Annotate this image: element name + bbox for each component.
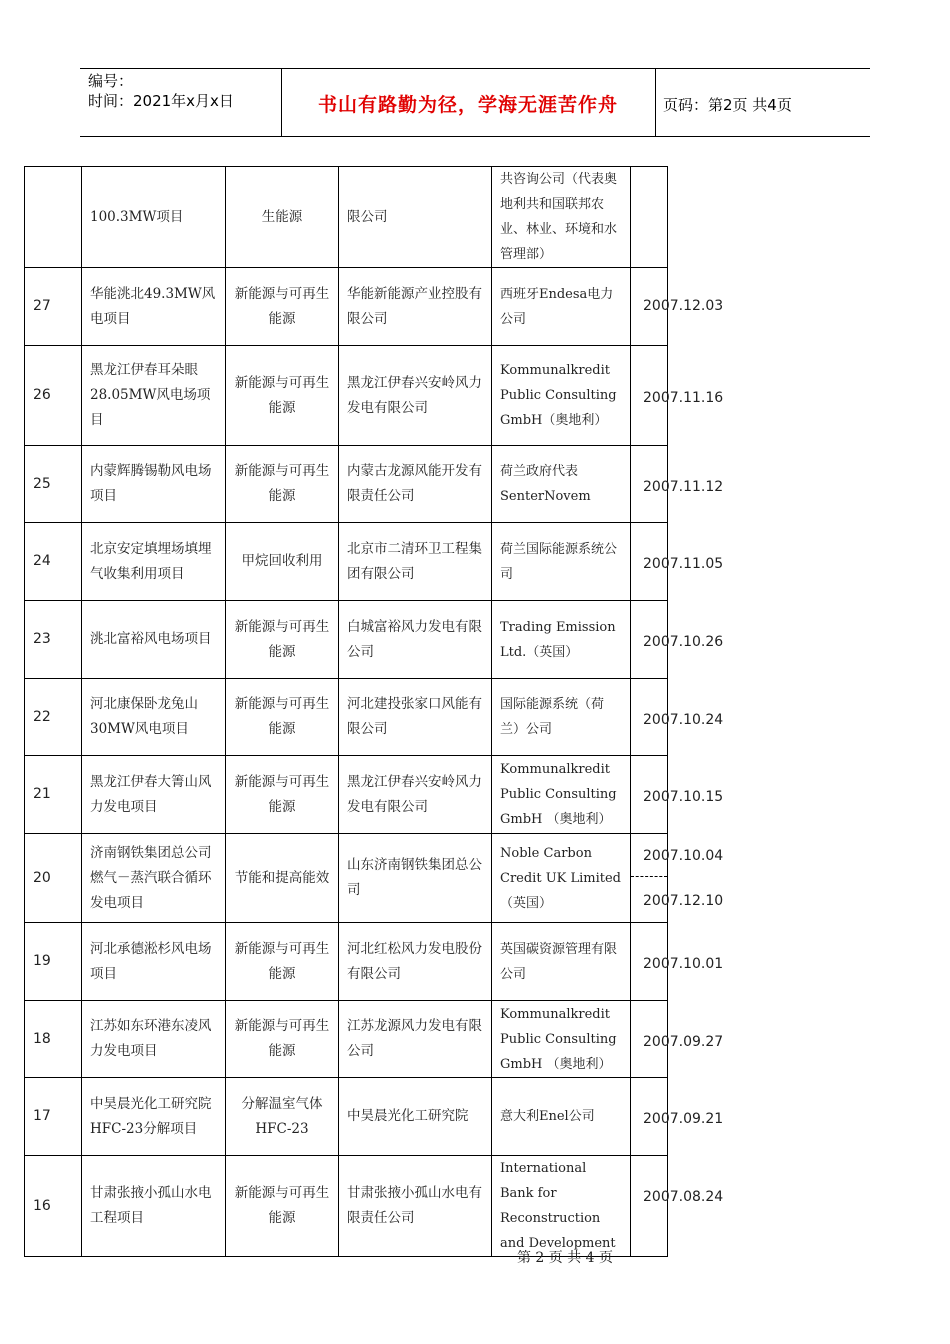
row-number-cell: 25 [25,446,82,523]
buyer-cell: 共咨询公司（代表奥地利共和国联邦农业、林业、环境和水管理部） [492,167,631,268]
buyer-cell: 西班牙Endesa电力公司 [492,268,631,346]
approval-date-cell [631,167,668,268]
table-row [25,1001,668,1078]
buyer-cell: International Bank for Reconstruction and Development [492,1156,631,1257]
document-number-label: 编号： [88,72,134,90]
document-time-label: 时间：2021年x月x日 [88,92,234,110]
project-name-cell: 济南钢铁集团总公司燃气－蒸汽联合循环发电项目 [82,834,226,923]
approval-date: 2007.08.24 [643,1189,724,1205]
row-number-cell: 21 [25,756,82,834]
table-row [25,1156,668,1257]
header-motto: 书山有路勤为径，学海无涯苦作舟 [317,94,618,116]
project-table-body [25,167,724,1257]
approval-date-cell [631,268,724,346]
approval-date-cell [631,679,724,756]
project-name-cell: 河北康保卧龙兔山30MW风电项目 [82,679,226,756]
project-name-cell: 北京安定填埋场填埋气收集利用项目 [82,523,226,601]
project-name-cell: 华能洮北49.3MW风电项目 [82,268,226,346]
approval-date: 2007.10.26 [643,634,724,650]
category-cell: 新能源与可再生能源 [226,679,339,756]
category-cell: 新能源与可再生能源 [226,923,339,1001]
row-number-cell: 20 [25,834,82,923]
project-name-cell: 黑龙江伊春大箐山风力发电项目 [82,756,226,834]
owner-cell: 河北红松风力发电股份有限公司 [339,923,492,1001]
buyer-cell: 意大利Enel公司 [492,1078,631,1156]
approval-date: 2007.12.03 [643,298,724,314]
buyer-cell: Kommunalkredit Public Consulting GmbH （奥地利） [492,756,631,834]
buyer-cell: 国际能源系统（荷兰）公司 [492,679,631,756]
table-row [25,446,668,523]
project-name-cell: 河北承德淞杉风电场项目 [82,923,226,1001]
row-number-cell: 19 [25,923,82,1001]
category-cell: 分解温室气体HFC-23 [226,1078,339,1156]
table-row [25,268,668,346]
approval-date: 2007.10.04 [643,848,724,864]
approval-date-cell [631,1156,724,1257]
owner-cell: 限公司 [339,167,492,268]
owner-cell: 北京市二清环卫工程集团有限公司 [339,523,492,601]
approval-date: 2007.12.10 [643,893,724,909]
owner-cell: 河北建投张家口风能有限公司 [339,679,492,756]
buyer-cell: 荷兰政府代表SenterNovem [492,446,631,523]
buyer-cell: Kommunalkredit Public Consulting GmbH（奥地利） [492,346,631,446]
owner-cell: 山东济南钢铁集团总公司 [339,834,492,923]
category-cell: 新能源与可再生能源 [226,446,339,523]
row-number-cell: 27 [25,268,82,346]
approval-date: 2007.10.24 [643,712,724,728]
project-name-cell: 中昊晨光化工研究院HFC-23分解项目 [82,1078,226,1156]
approval-date: 2007.11.12 [643,479,724,495]
buyer-cell: 英国碳资源管理有限公司 [492,923,631,1001]
approval-date: 2007.10.15 [643,789,724,805]
category-cell: 新能源与可再生能源 [226,1156,339,1257]
owner-cell: 内蒙古龙源风能开发有限责任公司 [339,446,492,523]
category-cell: 甲烷回收利用 [226,523,339,601]
project-name-cell: 江苏如东环港东凌风力发电项目 [82,1001,226,1078]
row-number-cell: 24 [25,523,82,601]
buyer-cell: 荷兰国际能源系统公司 [492,523,631,601]
table-row [25,756,668,834]
project-name-cell: 黑龙江伊春耳朵眼28.05MW风电场项目 [82,346,226,446]
project-name-cell: 内蒙辉腾锡勒风电场项目 [82,446,226,523]
table-row [25,346,668,446]
approval-date-cell [631,756,724,834]
approval-date-cell [631,601,724,679]
category-cell: 节能和提高能效 [226,834,339,923]
buyer-cell: Trading Emission Ltd.（英国） [492,601,631,679]
row-number-cell [25,167,82,268]
row-number-cell: 16 [25,1156,82,1257]
buyer-cell: Noble Carbon Credit UK Limited（英国） [492,834,631,923]
approval-date-cell [631,1001,724,1078]
owner-cell: 中昊晨光化工研究院 [339,1078,492,1156]
approval-date-cell [631,346,724,446]
approval-date-cell [631,523,724,601]
table-row [25,1078,668,1156]
project-name-cell: 100.3MW项目 [82,167,226,268]
owner-cell: 甘肃张掖小孤山水电有限责任公司 [339,1156,492,1257]
table-row [25,679,668,756]
category-cell: 新能源与可再生能源 [226,601,339,679]
row-number-cell: 23 [25,601,82,679]
header-page-info: 页码：第2页 共4页 [663,96,792,114]
header-meta [88,71,234,111]
date-separator [631,876,667,877]
approval-date: 2007.10.01 [643,956,724,972]
project-name-cell: 洮北富裕风电场项目 [82,601,226,679]
approval-date: 2007.09.21 [643,1111,724,1127]
row-number-cell: 22 [25,679,82,756]
approval-date: 2007.11.16 [643,390,724,406]
table-row [25,523,668,601]
approval-date: 2007.09.27 [643,1034,724,1050]
table-row [25,834,668,923]
table-row [25,923,668,1001]
row-number-cell: 26 [25,346,82,446]
row-number-cell: 17 [25,1078,82,1156]
row-number-cell: 18 [25,1001,82,1078]
owner-cell: 白城富裕风力发电有限公司 [339,601,492,679]
table-row [25,601,668,679]
approval-date: 2007.11.05 [643,556,724,572]
owner-cell: 黑龙江伊春兴安岭风力发电有限公司 [339,756,492,834]
category-cell: 新能源与可再生能源 [226,756,339,834]
approval-date-cell [631,1078,724,1156]
approval-date-cell [631,834,724,923]
header-divider-right [655,68,656,136]
category-cell: 新能源与可再生能源 [226,1001,339,1078]
table-row [25,167,668,268]
owner-cell: 华能新能源产业控股有限公司 [339,268,492,346]
approval-date-cell [631,923,724,1001]
project-name-cell: 甘肃张掖小孤山水电工程项目 [82,1156,226,1257]
page-footer: 第 2 页 共 4 页 [516,1250,614,1266]
category-cell: 新能源与可再生能源 [226,346,339,446]
header-divider-left [281,68,282,136]
buyer-cell: Kommunalkredit Public Consulting GmbH （奥地利） [492,1001,631,1078]
project-table [24,166,724,1257]
category-cell: 新能源与可再生能源 [226,268,339,346]
category-cell: 生能源 [226,167,339,268]
header-top-rule [80,68,870,69]
approval-date-cell [631,446,724,523]
header-bottom-rule [80,136,870,137]
owner-cell: 黑龙江伊春兴安岭风力发电有限公司 [339,346,492,446]
owner-cell: 江苏龙源风力发电有限公司 [339,1001,492,1078]
